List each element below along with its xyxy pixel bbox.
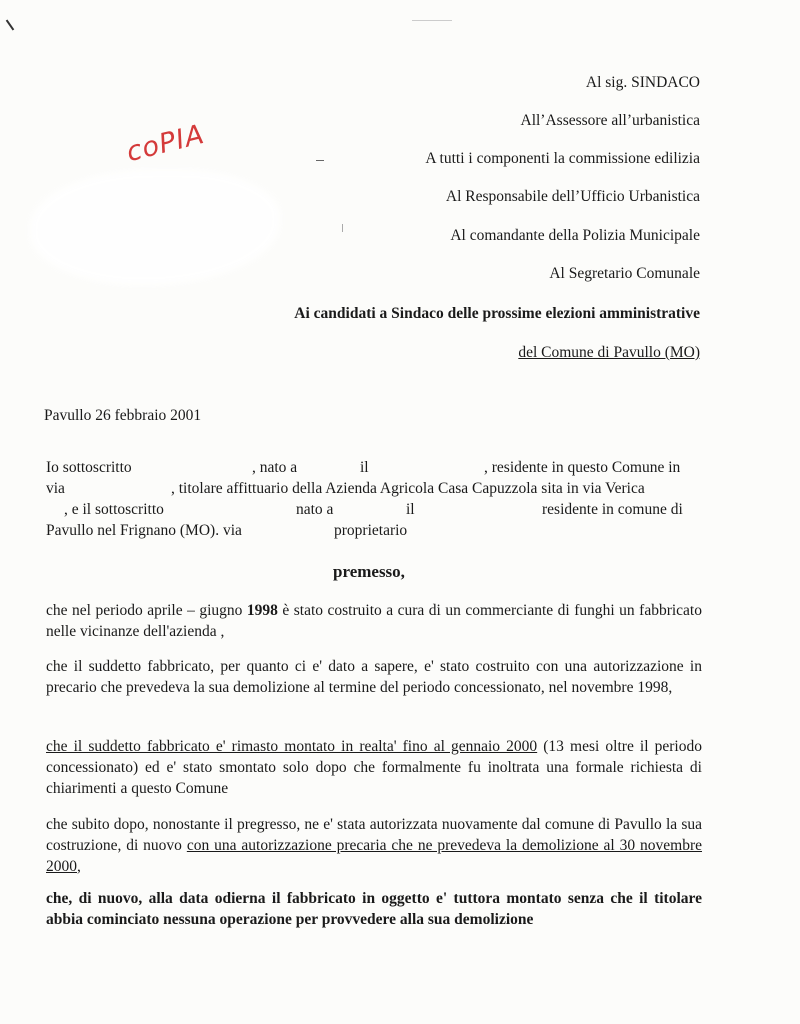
intro-text: residente in comune di: [542, 501, 683, 518]
intro-line-3: [46, 501, 702, 522]
paragraph-1: [46, 600, 702, 642]
addressee-polizia: Al comandante della Polizia Municipale: [450, 227, 700, 244]
addressee-comune: del Comune di Pavullo (MO): [518, 344, 700, 361]
addressee-ufficio-urbanistica: Al Responsabile dell’Ufficio Urbanistica: [445, 188, 700, 205]
intro-text: Io sottoscritto: [46, 459, 132, 476]
intro-line-1: [46, 459, 702, 480]
stray-mark: [316, 160, 324, 161]
paragraph-text: che subito dopo, nonostante il pregresso, ne e' stata autorizzata nuovamente dal comune di Pavullo la sua costruzione, di nuovo: [46, 816, 702, 854]
underlined-text: che il suddetto fabbricato e' rimasto montato in realta' fino al gennaio 2000: [46, 738, 538, 755]
intro-text: via: [46, 480, 65, 497]
intro-text: , e il sottoscritto: [64, 501, 164, 518]
letter-date: Pavullo 26 febbraio 2001: [44, 407, 202, 424]
intro-text: , titolare affittuario della Azienda Agricola Casa Capuzzola sita in via Verica: [171, 480, 645, 497]
intro-line-2: [46, 480, 702, 501]
paragraph-5: che, di nuovo, alla data odierna il fabbricato in oggetto e' tuttora montato senza che il titolare abbia cominciato nessuna operazione per provvedere alla sua demolizione: [46, 890, 702, 928]
year-highlight: 1998: [246, 602, 278, 619]
addressee-assessore: All’Assessore all’urbanistica: [520, 112, 700, 129]
intro-text: , nato a: [252, 459, 298, 476]
paragraph-text: (13 mesi oltre il periodo concessionato) ed e' stato smontato solo dopo che formalmente fu inoltrata una formale richiesta di chiarimenti a questo Comune: [46, 738, 702, 797]
paragraph-2: che il suddetto fabbricato, per quanto ci e' dato a sapere, e' stato costruito con una autorizzazione in precario che prevedeva la sua demolizione al termine del periodo concessionato, nel novembre 1998,: [46, 658, 702, 696]
paragraph-text: che nel periodo aprile – giugno: [46, 602, 247, 619]
intro-text: proprietario: [334, 522, 408, 539]
addressee-sindaco: Al sig. SINDACO: [585, 74, 700, 91]
paragraph-4: [46, 814, 702, 877]
underlined-text: con una autorizzazione precaria che ne prevedeva la demolizione al 30 novembre 2000: [46, 837, 702, 875]
pen-mark: [6, 20, 15, 31]
intro-text: Pavullo nel Frignano (MO). via: [46, 522, 242, 539]
intro-text: , residente in questo Comune in: [484, 459, 681, 476]
addressee-commissione: A tutti i componenti la commissione edilizia: [425, 150, 700, 167]
addressee-candidati: Ai candidati a Sindaco delle prossime elezioni amministrative: [294, 305, 700, 322]
paragraph-text: è stato costruito a cura di un commerciante di funghi un fabbricato nelle vicinanze dell'azienda ,: [46, 602, 702, 640]
intro-text: nato a: [296, 501, 334, 518]
faint-mark: [412, 20, 452, 21]
intro-text: il: [406, 501, 415, 518]
redaction-blot: [30, 170, 280, 285]
stray-mark: [342, 224, 343, 232]
premesso-heading: premesso,: [333, 562, 405, 581]
intro-text: il: [360, 459, 369, 476]
paragraph-text: ,: [77, 858, 81, 875]
intro-line-4: [46, 522, 702, 543]
copia-handwritten-stamp: coPIA: [123, 118, 208, 169]
addressee-segretario: Al Segretario Comunale: [549, 265, 700, 282]
paragraph-3: [46, 736, 702, 799]
